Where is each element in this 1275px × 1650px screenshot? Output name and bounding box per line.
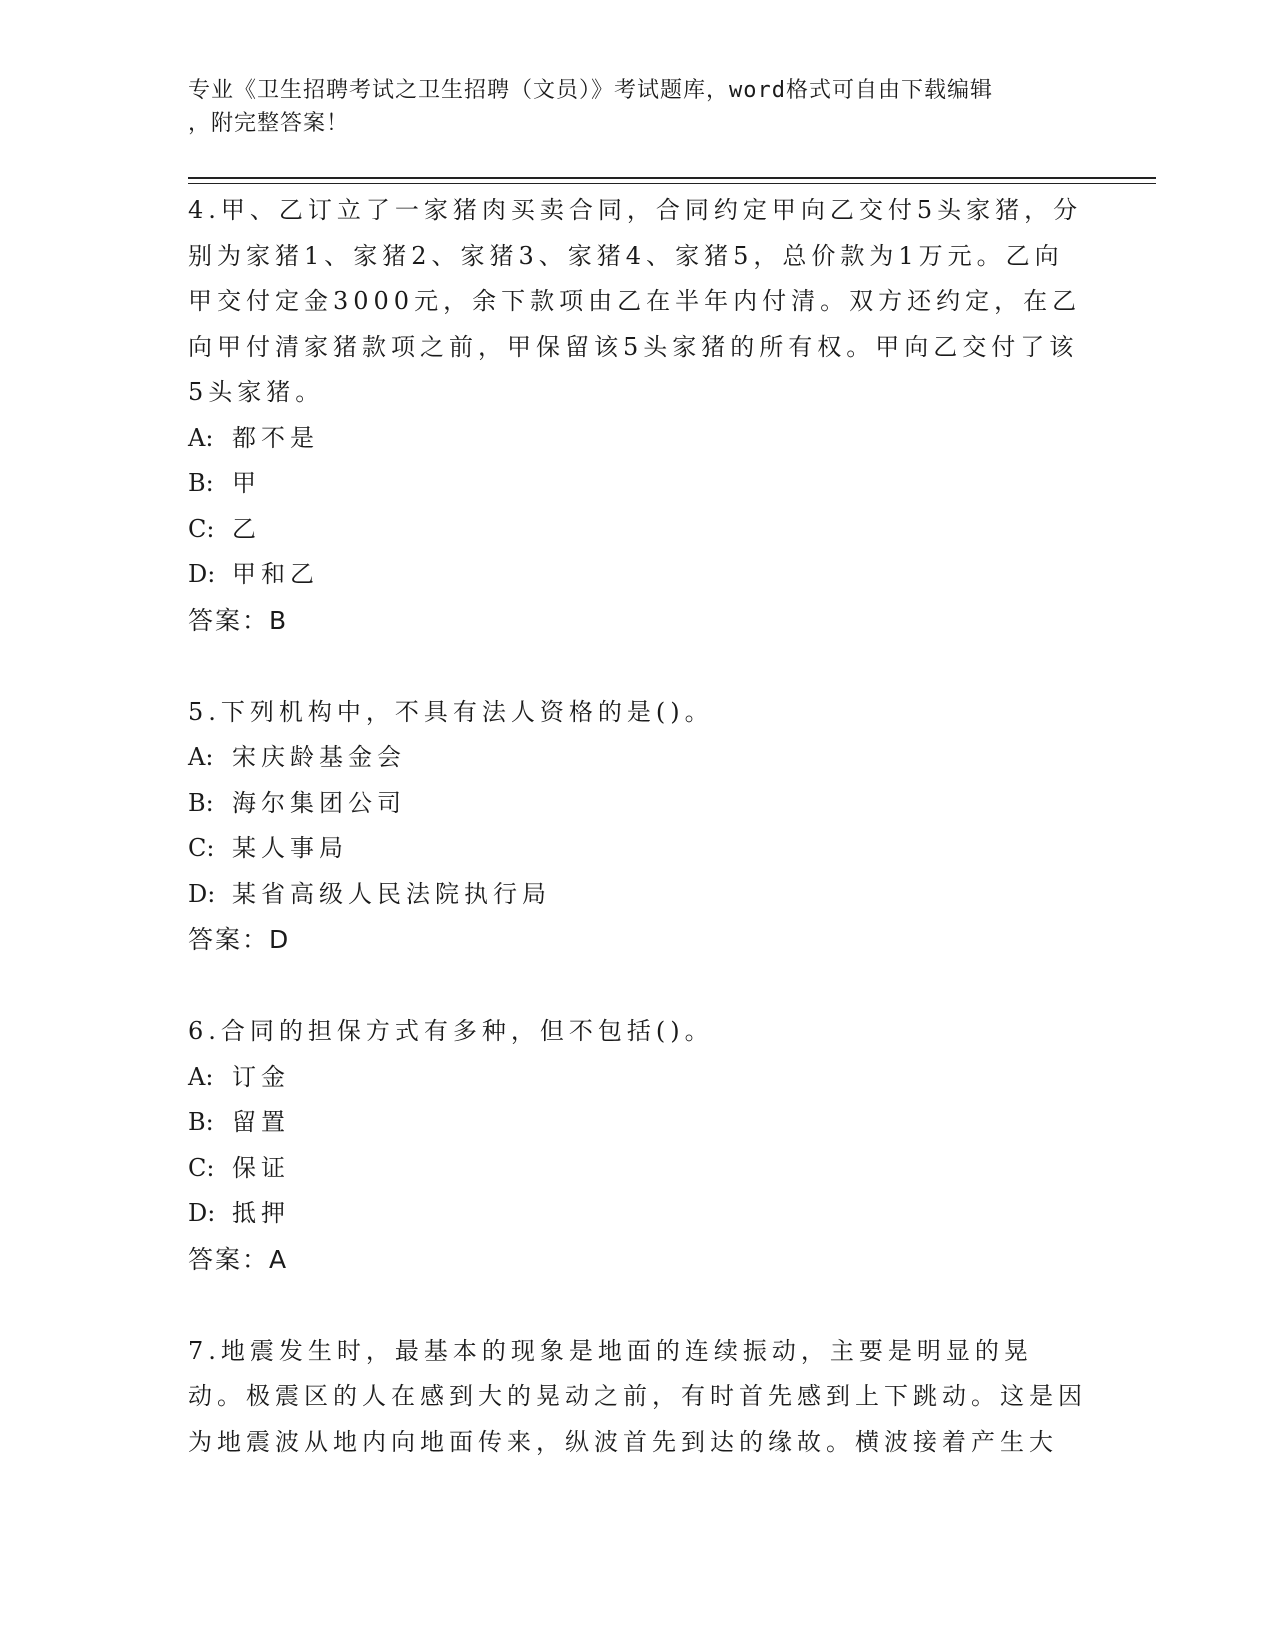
option-key: A: — [188, 1062, 214, 1091]
option-text: 留置 — [232, 1108, 290, 1136]
option-key: C: — [188, 514, 215, 543]
option-text: 保证 — [232, 1153, 290, 1182]
header-line-2: ，附完整答案！ — [188, 111, 350, 136]
option-b — [188, 781, 1088, 827]
option-c — [188, 1146, 1088, 1192]
option-c — [188, 826, 1088, 872]
option-key: B: — [188, 788, 214, 817]
header-divider-thick — [188, 177, 1156, 179]
option-key: A: — [188, 743, 214, 771]
option-text: 某省高级人民法院执行局 — [232, 879, 551, 908]
question-7 — [188, 1329, 1088, 1466]
header-line-1: 专业《卫生招聘考试之卫生招聘（文员）》考试题库，word格式可自由下载编辑 — [188, 78, 993, 103]
document-header — [188, 74, 1068, 140]
option-key: D: — [188, 879, 216, 908]
option-text: 甲和乙 — [232, 560, 319, 588]
option-text: 甲 — [232, 469, 261, 497]
option-key: D: — [188, 560, 216, 588]
option-a — [188, 735, 1088, 781]
option-c — [188, 507, 1088, 553]
option-text: 某人事局 — [232, 834, 348, 862]
option-text: 订金 — [232, 1062, 290, 1091]
option-text: 都不是 — [232, 423, 319, 452]
option-b — [188, 461, 1088, 507]
option-key: C: — [188, 1153, 215, 1182]
option-b — [188, 1100, 1088, 1146]
question-list — [188, 188, 1088, 1511]
option-text: 宋庆龄基金会 — [232, 743, 406, 771]
option-d — [188, 1191, 1088, 1237]
answer-label: 答案：A — [188, 1244, 289, 1274]
option-text: 乙 — [232, 514, 261, 543]
answer-label: 答案：B — [188, 605, 289, 635]
header-divider-thin — [188, 183, 1156, 184]
option-a — [188, 416, 1088, 462]
question-4 — [188, 188, 1088, 644]
option-key: A: — [188, 423, 214, 452]
option-d — [188, 552, 1088, 598]
option-d — [188, 872, 1088, 918]
question-stem: 6.合同的担保方式有多种，但不包括()。 — [188, 1017, 714, 1045]
option-key: B: — [188, 469, 214, 497]
question-5 — [188, 690, 1088, 964]
question-stem: 5.下列机构中，不具有法人资格的是()。 — [188, 697, 714, 726]
option-key: D: — [188, 1199, 216, 1227]
question-6 — [188, 1009, 1088, 1283]
option-text: 抵押 — [232, 1199, 290, 1227]
option-text: 海尔集团公司 — [232, 788, 406, 817]
option-key: B: — [188, 1108, 214, 1136]
question-stem: 7.地震发生时，最基本的现象是地面的连续振动，主要是明显的晃动。极震区的人在感到大的晃动之前，有时首先感到上下跳动。这是因为地震波从地内向地面传来，纵波首先到达的缘故。横波接着产生大 — [188, 1336, 1087, 1456]
option-a — [188, 1055, 1088, 1101]
question-stem: 4.甲、乙订立了一家猪肉买卖合同，合同约定甲向乙交付5头家猪，分别为家猪1、家猪2、家猪3、家猪4、家猪5，总价款为1万元。乙向甲交付定金3000元，余下款项由乙在半年内付清。双方还约定，在乙向甲付清家猪款项之前，甲保留该5头家猪的所有权。甲向乙交付了该5头家猪。 — [188, 196, 1083, 406]
answer-label: 答案：D — [188, 925, 291, 954]
option-key: C: — [188, 834, 215, 862]
